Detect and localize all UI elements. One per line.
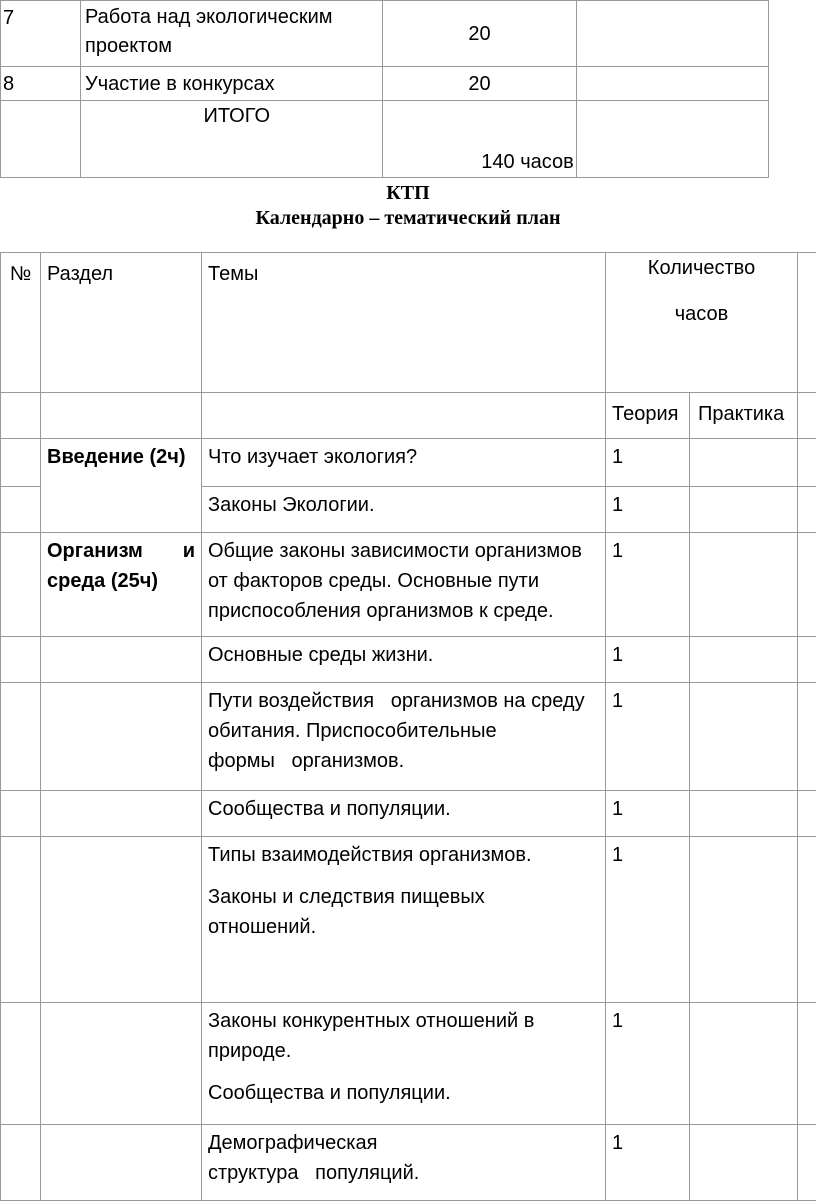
topic-line: отношений.	[208, 916, 317, 938]
empty-cell	[1, 487, 41, 533]
table-row	[1, 1125, 816, 1201]
table-row	[1, 1, 769, 67]
empty-cell	[1, 637, 41, 683]
empty-cell	[690, 1125, 798, 1201]
topic-line: Законы конкурентных отношений в	[208, 1010, 535, 1032]
table-row	[1, 837, 816, 1003]
topic-line: от факторов среды. Основные пути	[208, 570, 540, 592]
empty-cell	[41, 837, 202, 1003]
empty-cell	[798, 393, 816, 439]
theory-hours: 1	[606, 439, 690, 487]
header-practice: Практика	[690, 393, 798, 439]
topic-line: Общие законы зависимости организмов	[208, 540, 582, 562]
section-cell	[41, 533, 202, 637]
theory-hours: 1	[606, 533, 690, 637]
empty-cell	[1, 837, 41, 1003]
topic-line: Законы и следствия пищевых	[208, 886, 485, 908]
topic	[202, 683, 606, 791]
section-title-line1	[47, 536, 195, 566]
section-title-line2: среда (25ч)	[47, 570, 159, 592]
table-row	[1, 533, 816, 637]
empty-cell	[41, 637, 202, 683]
header-row	[1, 253, 816, 393]
heading-full: Календарно – тематический план	[255, 207, 561, 229]
empty-cell	[690, 533, 798, 637]
total-label: ИТОГО	[81, 101, 383, 178]
header-topics: Темы	[202, 253, 606, 393]
table-row	[1, 439, 816, 487]
row-number: 7	[1, 1, 81, 67]
header-row	[1, 393, 816, 439]
activity-name: Участие в конкурсах	[81, 67, 383, 101]
header-theory: Теория	[606, 393, 690, 439]
topic: Что изучает экология?	[202, 439, 606, 487]
empty-cell	[690, 1003, 798, 1125]
empty-cell	[577, 101, 769, 178]
header-section: Раздел	[41, 253, 202, 393]
activity-name: Работа над экологическим проектом	[81, 1, 383, 67]
empty-cell	[1, 683, 41, 791]
topic	[202, 837, 606, 1003]
section-title: Введение (2ч)	[47, 446, 186, 468]
hours-value: 20	[383, 67, 577, 101]
topic	[202, 1125, 606, 1201]
empty-cell	[1, 101, 81, 178]
empty-cell	[798, 439, 816, 487]
row-number: 8	[1, 67, 81, 101]
empty-cell	[1, 791, 41, 837]
table-row	[1, 637, 816, 683]
empty-cell	[690, 439, 798, 487]
empty-cell	[798, 1003, 816, 1125]
heading-short: КТП	[386, 182, 430, 204]
topic: Законы Экологии.	[202, 487, 606, 533]
topic: Сообщества и популяции.	[202, 791, 606, 837]
empty-cell	[798, 1125, 816, 1201]
table-row	[1, 1003, 816, 1125]
section-cell	[41, 439, 202, 533]
empty-cell	[690, 487, 798, 533]
topic-line: формы организмов.	[208, 750, 405, 772]
empty-cell	[798, 253, 816, 393]
empty-cell	[1, 393, 41, 439]
empty-cell	[690, 837, 798, 1003]
empty-cell	[798, 837, 816, 1003]
topic-line: природе.	[208, 1040, 292, 1062]
empty-cell	[1, 533, 41, 637]
topic	[202, 533, 606, 637]
topic-line: Демографическая	[208, 1132, 378, 1154]
empty-cell	[690, 791, 798, 837]
empty-cell	[798, 533, 816, 637]
empty-cell	[1, 1125, 41, 1201]
table-row	[1, 791, 816, 837]
empty-cell	[41, 683, 202, 791]
hours-value: 20	[383, 1, 577, 67]
table-row	[1, 101, 769, 178]
topic-line: обитания. Приспособительные	[208, 720, 497, 742]
header-hours	[606, 253, 798, 393]
table-row	[1, 67, 769, 101]
topic: Основные среды жизни.	[202, 637, 606, 683]
theory-hours: 1	[606, 637, 690, 683]
empty-cell	[41, 393, 202, 439]
empty-cell	[1, 439, 41, 487]
empty-cell	[798, 487, 816, 533]
theory-hours: 1	[606, 487, 690, 533]
empty-cell	[1, 1003, 41, 1125]
empty-cell	[202, 393, 606, 439]
empty-cell	[577, 67, 769, 101]
header-hours-line1: Количество	[647, 257, 756, 279]
empty-cell	[690, 683, 798, 791]
theory-hours: 1	[606, 1125, 690, 1201]
theory-hours: 1	[606, 837, 690, 1003]
header-hours-line2: часов	[674, 303, 729, 325]
header-num: №	[1, 253, 41, 393]
empty-cell	[577, 1, 769, 67]
empty-cell	[798, 637, 816, 683]
empty-cell	[798, 683, 816, 791]
section-title-part: и	[182, 540, 195, 562]
table-row	[1, 683, 816, 791]
empty-cell	[41, 1003, 202, 1125]
topic-line: структура популяций.	[208, 1162, 420, 1184]
empty-cell	[798, 791, 816, 837]
theory-hours: 1	[606, 791, 690, 837]
plan-table	[0, 252, 816, 1201]
section-title-part: Организм	[47, 540, 143, 562]
theory-hours: 1	[606, 1003, 690, 1125]
topic	[202, 1003, 606, 1125]
theory-hours: 1	[606, 683, 690, 791]
empty-cell	[41, 791, 202, 837]
total-hours: 140 часов	[383, 101, 577, 178]
topic-line: Сообщества и популяции.	[208, 1082, 451, 1104]
empty-cell	[690, 637, 798, 683]
topic-line: приспособления организмов к среде.	[208, 600, 554, 622]
summary-table	[0, 0, 769, 178]
topic-line: Типы взаимодействия организмов.	[208, 844, 532, 866]
topic-line: Пути воздействия организмов на среду	[208, 690, 585, 712]
empty-cell	[41, 1125, 202, 1201]
